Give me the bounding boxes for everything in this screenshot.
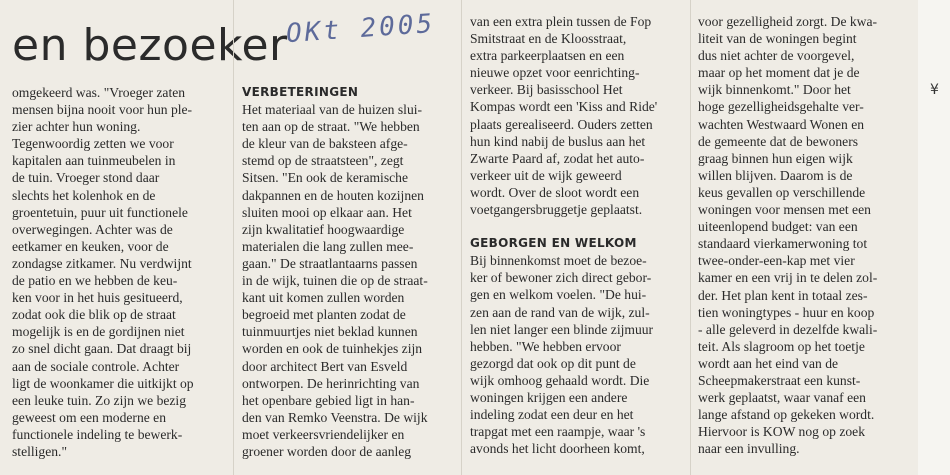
text-line: woningen voor mensen met een <box>698 202 871 218</box>
text-line: verkeer. Bij basisschool Het <box>470 82 623 98</box>
text-line: wachten Westwaard Wonen en <box>698 116 865 132</box>
text-line: hun kind nabij de buslus aan het <box>470 133 646 149</box>
text-line: tuinmuurtjes niet beklad kunnen <box>242 324 418 340</box>
text-line: len niet langer een blinde zijmuur <box>470 321 654 337</box>
text-line: Smitstraat en de Kloosstraat, <box>470 31 627 47</box>
text-line: hoge gezelligheidsgehalte ver- <box>698 99 864 115</box>
text-line: nieuwe opzet voor eenrichting- <box>470 65 640 81</box>
text-line: mensen bijna nooit voor hun ple- <box>12 102 193 118</box>
text-line: overwegingen. Achter was de <box>12 221 173 237</box>
text-line: standaard vierkamerwoning tot <box>698 236 868 252</box>
text-line: Hiervoor is KOW nog op zoek <box>698 424 865 440</box>
text-line: extra parkeerplaatsen en een <box>470 48 625 64</box>
edge-mark: ¥ <box>930 82 939 98</box>
column-divider <box>461 0 462 475</box>
text-line: de tuin. Vroeger stond daar <box>12 170 160 186</box>
text-line: groener worden door de aanleg <box>242 443 412 459</box>
scan-background <box>918 0 950 475</box>
text-line: een leuke tuin. Zo zijn we bezig <box>12 392 187 408</box>
text-line: stelligen." <box>12 443 68 459</box>
text-line: ten aan op de straat. "We hebben <box>242 119 420 135</box>
text-line: Het materiaal van de huizen slui- <box>242 102 423 118</box>
text-line: avonds het licht doorheen komt, <box>470 441 645 457</box>
text-line: voetgangersbruggetje geplaatst. <box>470 202 643 218</box>
text-line: hebben. "We hebben ervoor <box>470 338 621 354</box>
text-line: gaan." De straatlantaarns passen <box>242 255 418 271</box>
text-line: eetkamer en keuken, voor de <box>12 238 169 254</box>
text-line: - alle geleverd in dezelfde kwali- <box>698 321 878 337</box>
text-line: wordt. Over de sloot wordt een <box>470 184 640 200</box>
text-line: van een extra plein tussen de Fop <box>470 14 652 29</box>
text-line: stemd op de straatsteen", zegt <box>242 153 404 169</box>
text-line: omgekeerd was. "Vroeger zaten <box>12 85 186 100</box>
text-line: twee-onder-een-kap met vier <box>698 253 855 269</box>
text-line: ontworpen. De herinrichting van <box>242 375 420 391</box>
text-line: der. Het plan kent in totaal zes- <box>698 287 868 303</box>
text-line: ligt de woonkamer die uitkijkt op <box>12 375 194 391</box>
text-line: indeling zodat een deur en het <box>470 407 634 423</box>
text-line: sluiten mooi op elkaar aan. Het <box>242 204 412 220</box>
column-divider <box>690 0 691 475</box>
text-line: groentetuin, puur uit functionele <box>12 204 188 220</box>
text-line: naar een invulling. <box>698 441 800 457</box>
text-line: mogelijk is en de gordijnen niet <box>12 324 185 340</box>
text-line: kamer en een vrij in te delen zol- <box>698 270 878 286</box>
text-line: plaats gerealiseerd. Ouders zetten <box>470 116 653 132</box>
text-line: begroeid met planten zodat de <box>242 307 406 323</box>
text-line: aan de sociale controle. Achter <box>12 358 180 374</box>
text-line: zier achter hun woning. <box>12 119 141 135</box>
text-line: den van Remko Veenstra. De wijk <box>242 409 428 425</box>
text-line: slechts het kolenhok en de <box>12 187 156 203</box>
text-line: liteit van de woningen begint <box>698 31 857 47</box>
text-line: geweest om een moderne en <box>12 409 166 425</box>
section-heading-geborgen-en-welkom: GEBORGEN EN WELKOM <box>470 236 637 251</box>
text-line: zodat ook die blik op de straat <box>12 307 176 323</box>
text-line: functionele indeling te bewerk- <box>12 426 183 442</box>
text-line: materialen die lang zullen mee- <box>242 238 414 254</box>
handwritten-date: OKt 2005 <box>285 8 437 50</box>
text-line: Bij binnenkomst moet de bezoe- <box>470 253 647 269</box>
text-line: dakpannen en de houten kozijnen <box>242 187 424 203</box>
text-line: gezorgd dat ook op dit punt de <box>470 355 636 371</box>
text-line: worden en ook de tuinhekjes zijn <box>242 341 423 357</box>
text-line: het openbare gebied ligt in han- <box>242 392 415 408</box>
text-line: de gemeente dat de bewoners <box>698 133 859 149</box>
text-line: trapgat met een raampje, waar 's <box>470 424 646 440</box>
text-line: willen blijven. Daarom is de <box>698 167 853 183</box>
text-line: keus gevallen op verschillende <box>698 184 866 200</box>
headline: en bezoeker <box>12 20 288 71</box>
text-line: wordt aan het eind van de <box>698 355 839 371</box>
text-line: teit. Als slagroom op het toetje <box>698 338 865 354</box>
text-line: zo snel dicht gaan. Dat draagt bij <box>12 341 192 357</box>
paragraph-gap <box>470 218 682 235</box>
text-line: uiteenlopend budget: van een <box>698 219 858 235</box>
article-column-2 <box>242 84 452 460</box>
article-column-4 <box>698 13 910 457</box>
text-line: voor gezelligheid zorgt. De kwa- <box>698 14 878 29</box>
text-line: Sitsen. "En ook de keramische <box>242 170 408 186</box>
article-column-3 <box>470 13 682 457</box>
text-line: Scheepmakerstraat een kunst- <box>698 372 861 388</box>
text-line: graag binnen hun eigen wijk <box>698 150 853 166</box>
text-line: in de wijk, tuinen die op de straat- <box>242 273 428 289</box>
text-line: Zwarte Paard af, zodat het auto- <box>470 150 645 166</box>
text-line: dus niet achter de voorgevel, <box>698 48 855 64</box>
text-line: wijk omhoog gehaald wordt. Die <box>470 372 650 388</box>
text-line: wijk binnenkomt." Door het <box>698 82 851 98</box>
text-line: door architect Bert van Esveld <box>242 358 408 374</box>
text-line: tien woningtypes - huur en koop <box>698 304 875 320</box>
text-line: woningen krijgen een andere <box>470 389 628 405</box>
text-line: werk geplaatst, waar vanaf een <box>698 390 866 406</box>
text-line: zondagse zitkamer. Nu verdwijnt <box>12 255 192 271</box>
text-line: verkeer uit de wijk geweerd <box>470 167 622 183</box>
text-line: Tegenwoordig zetten we voor <box>12 136 174 152</box>
text-line: Kompas wordt een 'Kiss and Ride' <box>470 99 658 115</box>
text-line: gen en welkom voelen. "De hui- <box>470 287 647 303</box>
text-line: de patio en we hebben de keu- <box>12 273 178 289</box>
text-line: moet verkeersvriendelijker en <box>242 426 405 442</box>
text-line: maar op het moment dat je de <box>698 65 860 81</box>
text-line: zijn kwalitatief hoogwaardige <box>242 221 405 237</box>
text-line: kant uit komen zullen worden <box>242 290 405 306</box>
text-line: ker of bewoner zich direct gebor- <box>470 270 652 286</box>
text-line: zen aan de rand van de wijk, zul- <box>470 304 650 320</box>
text-line: ken voor in het huis gesitueerd, <box>12 290 183 306</box>
section-heading-verbeteringen: VERBETERINGEN <box>242 85 359 99</box>
text-line: de kleur van de baksteen afge- <box>242 136 408 152</box>
article-column-1 <box>12 84 225 460</box>
text-line: lange afstand op gekeken wordt. <box>698 407 875 423</box>
text-line: kapitalen aan tuinmeubelen in <box>12 153 176 169</box>
column-divider <box>233 0 234 475</box>
